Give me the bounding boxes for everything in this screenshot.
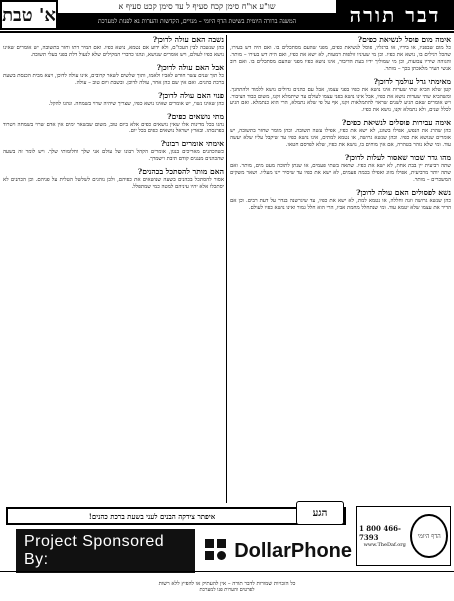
- section-body: כל תוך שנים עשר חודש לאביו ולאמו, ותוך שלשים לשאר קרובים, אינו עולה לדוכן, ויצא מבית הכנסת בשעת ברכת כהנים. ואם אין שם כהן אחר, עולה לדוכן. ובשבת ויום טוב – עולה.: [3, 72, 224, 86]
- section: [3, 35, 224, 59]
- contact-phone: 1 800 466-7393: [359, 524, 401, 542]
- sponsor-bar: [16, 535, 352, 567]
- section-title: פנוי האם עולה לדוכן?: [158, 90, 224, 100]
- dedication-box: [6, 507, 346, 525]
- sponsor-label: Project Sponsored By:: [16, 529, 195, 573]
- left-column: [3, 35, 224, 505]
- dedication-text: איפתר צידקה הבנים לעני בשעת ברכת כהנים!: [88, 511, 216, 521]
- article-columns: [3, 35, 451, 505]
- section: [3, 91, 224, 108]
- section-body: שתה רביעית יין בבת אחת, לא ישא את כפיו. שתאה בשתי פעמים, או שנתן לתוכה מעט מים, מותר. ואם שתה יותר מרביעית, אפילו מזוג ואפילו בכמה פעמים, לא ישא את כפיו עד שיסיר יינו מעליו. ושאר משקים המשכרים – מותר.: [230, 162, 451, 183]
- section-body: כהן שנשבה לבין העכו"ם, ולא ידוע אם נטמא, נושא כפיו. ואם המיר דתו וחזר בתשובה, יש אומרים שאינו נושא כפיו לעולם, ויש אומרים שנושא, ונהגו כדברי המקילים שלא לנעול דלת בפני בעלי תשובה.: [3, 45, 224, 58]
- section: [3, 167, 224, 191]
- header-subtitle: שו"ע או"ח סימן קכח סעיף ל עד סימן קכט סעיף א: [118, 2, 276, 11]
- section-title: מתי נושאים כפים?: [167, 111, 224, 121]
- header-banner: המשנה ברורה היומית בשיטת הדף היומי – מנויים, הקדשות והערות נא לפנות למערכת: [58, 13, 336, 30]
- section-body: נהגו בכל מדינות אלו שאין נושאים כפים אלא ביום טוב, משום שבשאר ימים אין אדם שרוי בשמחה ויטרוד בפרנסתו. ובארץ ישראל נושאים כפים בכל יום.: [3, 121, 224, 135]
- date-box: א' טבת: [0, 0, 58, 30]
- section-title: אימה מום פוסל לנשיאת כפים?: [357, 35, 451, 44]
- org-seal: הדף היומי: [410, 514, 448, 558]
- section-body: קטן שלא הביא שתי שערות אינו נושא את כפיו בפני עצמו, אבל עם כהנים גדולים נושא ללמוד ולהתחנך. ומשהביא שתי שערות נושא את כפיו, אבל אינו נושא בפני עצמו לעולם עד שיתמלא זקנו, משום כבוד הציבור. ויש אומרים שאם הגיע לשנים שראוי להתמלאות זקנו, אף על פי שלא נתמלא, הרי הוא כנתמלא. ואם הגיע לכלל שנים, ולא נתמלא זקנו, נושא את כפיו.: [230, 86, 451, 114]
- section: [230, 77, 451, 115]
- header: [0, 0, 454, 30]
- dollarphone-logo-icon: [205, 539, 228, 563]
- section: [230, 118, 451, 149]
- contact-box: [356, 506, 451, 566]
- footer-line-1: כל הזכויות שמורות לדבר תורה – אין להעתיק או להפיץ ללא רשות: [158, 580, 296, 587]
- section-body: כשהכהנים מאריכים בנגון, אומרים הקהל רבונו של עולם אני שלך וחלומותי שלך. ויש לומר זה בשעה שהכהנים מנגנים קודם תיבת וישמרך.: [3, 149, 224, 163]
- section-title: מאימתי גדל עולמך לדוכן?: [373, 76, 451, 86]
- contact-phone-block: [359, 524, 410, 548]
- section: [3, 63, 224, 87]
- section-title: האם מותר להסתכל בכהנים?: [137, 167, 224, 177]
- section: [3, 139, 224, 163]
- section-body: אסור להסתכל בכהנים בשעה שנושאים את כפיהם, ולכן נוהגים לשלשל הטלית על פניהם. וכן הכהנים לא יסתכלו אלא יהיו עיניהם למטה כמי שמתפלל.: [3, 177, 224, 191]
- contact-site: www.TheDaf.org: [363, 542, 406, 548]
- footer: [0, 571, 454, 601]
- section-body: כהן שאינו נשוי, יש אומרים שאינו נושא כפיו, שצריך שיהיה שרוי בשמחה. ונהגו להקל.: [48, 100, 224, 107]
- section-body: כל מום שבפניו, או בידיו, או ברגליו, פוסל לנשיאת כפים, מפני שהעם מסתכלים בו. ואם היה דש בעירו, שהכל רגילים בו, נושא את כפיו. וכן מי שעיניו זולפות דמעות, לא ישא את כפיו, ואם היה דש בעירו – מותר. והגוהה שידיו צבועות, וכן מי שמוליך ידיו בעת הדיבור, אינו נושא כפיו מפני שהעם מסתכלים בו. ואם רוב אנשי העיר מלאכתן בכך – מותר.: [230, 45, 451, 72]
- section-title: אבל האם עולה לדוכן?: [156, 62, 224, 72]
- column-divider: [226, 35, 227, 503]
- section: [230, 188, 451, 212]
- section-body: כהן שהרג את הנפש, אפילו בשוגג, לא ישא את כפיו, אפילו עשה תשובה. וכהן מומר שחזר בתשובה, יש אומרים שנושא את כפיו. וכהן שנשא גרושה, או נטמא למתים, אינו נושא כפיו עד שיקבל עליו שלא יעשה עוד. ומי שלא נזהר בטהרה, אם אין מוחים בו, נושא את כפיו, שלא לפרסם חטאו.: [230, 128, 451, 149]
- publication-logo: דבר תורה: [336, 0, 454, 30]
- dedication-logo: הגע: [296, 501, 344, 525]
- section-title: אימתי אומרים רבונו?: [160, 139, 224, 149]
- header-middle: [58, 0, 336, 30]
- section: [230, 153, 451, 184]
- section: [3, 112, 224, 136]
- header-divider: [0, 31, 454, 33]
- section-title: נשבה האם עולה לדוכן?: [152, 35, 224, 44]
- section-title: אימה עבירות פוסלים לנשיאת כפים?: [341, 118, 451, 128]
- right-column: [230, 35, 451, 505]
- section-body: כהן שנשא גרושה וזנה וחללה, או נטמא למת, לא ישא את כפיו, עד שיגרשנה בנדר על דעת רבים. וכן אם הדיר את עצמו שלא יטמא עוד. ומי שנתחלל מחמת אביו, הרי הוא חלל גמור ואינו נושא כפיו לעולם.: [230, 197, 451, 211]
- section-title: נשא לפסולים האם עולה לדוכן?: [356, 187, 451, 197]
- section: [230, 35, 451, 73]
- section-title: מהו גדר שכור שאסור לעלות לדוכן?: [344, 152, 451, 162]
- footer-line-2: לפרטים והערות פנו למערכת: [199, 586, 255, 593]
- sponsor-company: DollarPhone: [234, 539, 352, 562]
